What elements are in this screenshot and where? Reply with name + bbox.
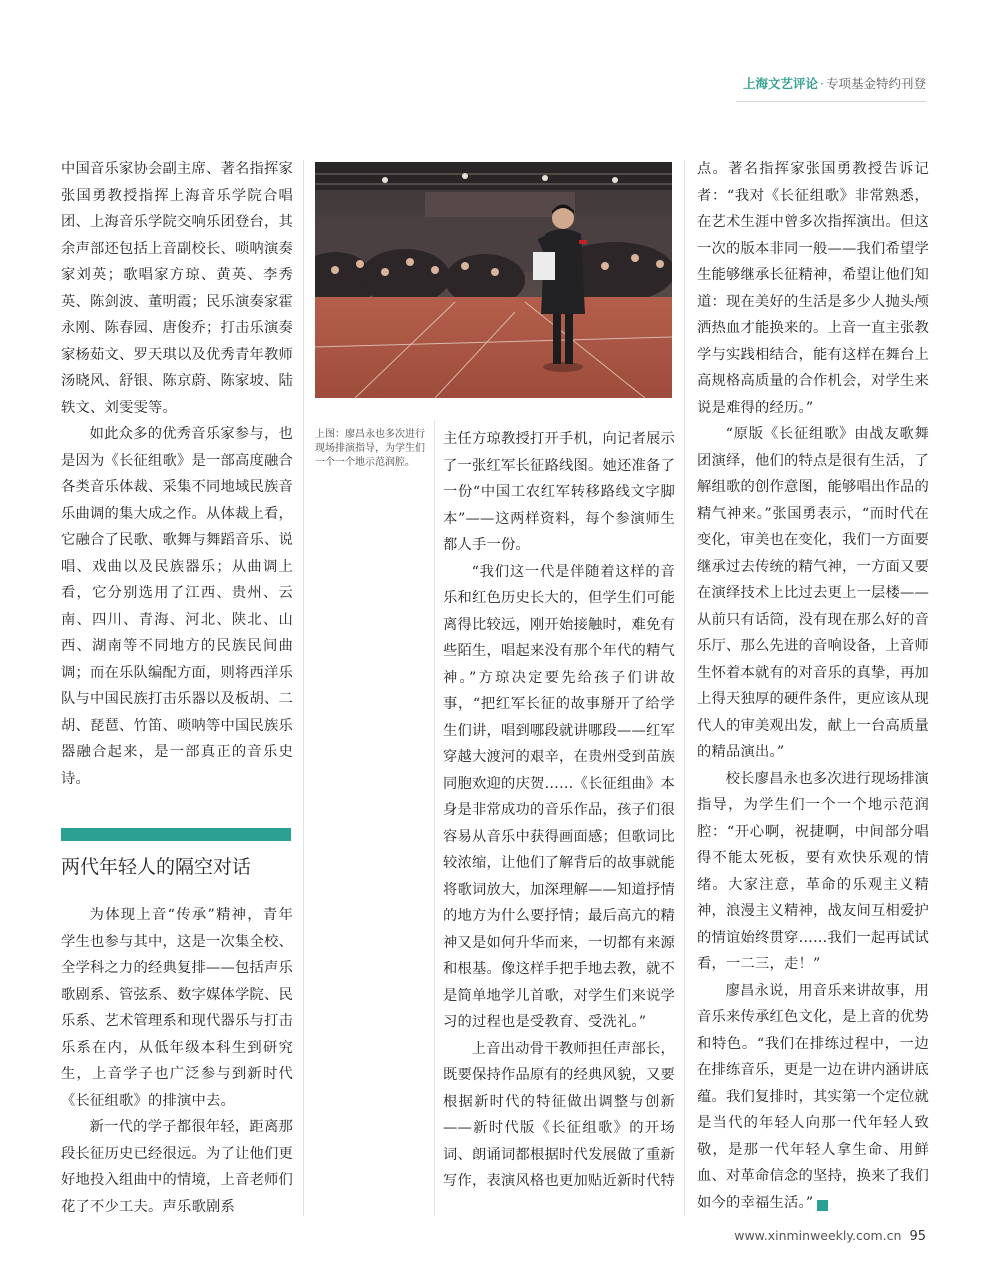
article-column-3 xyxy=(443,426,675,1195)
paragraph: “我们这一代是伴随着这样的音乐和红色历史长大的，但学生们可能离得比较远，刚开始接触时，难免有些陌生，唱起来没有那个年代的精气神。”方琼决定要先给孩子们讲故事，“把红军长征的故事掰开了给学生们讲，唱到哪段就讲哪段——红军穿越大渡河的艰辛，在贵州受到苗族同胞欢迎的庆贺……《长征组曲》本身是非常成功的音乐作品，孩子们很容易从音乐中获得画面感；但歌词比较浓缩，让他们了解背后的故事就能将歌词放大，加深理解——知道抒情的地方为什么要抒情；最后高亢的精神又是如何升华而来，一切都有来源和根基。像这样手把手地去教，就不是简单地学儿首歌，对学生们来说学习的过程也是受教育、受洗礼。” xyxy=(443,563,675,1030)
footer-url: www.xinminweekly.com.cn xyxy=(734,1228,902,1243)
header-rule xyxy=(736,101,926,102)
article-column-1 xyxy=(61,156,293,792)
paragraph: 点。著名指挥家张国勇教授告诉记者：“我对《长征组歌》非常熟悉，在艺术生涯中曾多次指挥演出。但这一次的版本非同一般——我们希望学生能够继承长征精神，希望让他们知道：现在美好的生活是多少人抛头颅洒热血才能换来的。上音一直主张教学与实践相结合，能有这样在舞台上高规格高质量的合作机会，对学生来说是难得的经历。” xyxy=(697,161,929,416)
paragraph: 新一代的学子都很年轻，距离那段长征历史已经很远。为了让他们更好地投入组曲中的情境，上音老师们花了不少工夫。声乐歌剧系 xyxy=(61,1119,293,1215)
paragraph: 如此众多的优秀音乐家参与，也是因为《长征组歌》是一部高度融合各类音乐体裁、采集不同地域民族音乐曲调的集大成之作。从体裁上看，它融合了民歌、歌舞与舞蹈音乐、说唱、戏曲以及民族器乐；从曲调上看，它分别选用了江西、贵州、云南、四川、青海、河北、陕北、山西、湖南等不同地方的民族民间曲调；而在乐队编配方面，则将西洋乐队与中国民族打击乐器以及板胡、二胡、琵琶、竹笛、唢呐等中国民族乐器融合起来，是一部真正的音乐史诗。 xyxy=(61,426,293,787)
end-mark-icon: 民 xyxy=(817,1200,828,1211)
photo-caption: 上图：廖昌永也多次进行现场排演指导，为学生们一个一个地示范润腔。 xyxy=(315,429,425,468)
article-column-1-lower xyxy=(61,902,293,1220)
column-divider xyxy=(434,420,435,1216)
article-column-4 xyxy=(697,156,929,1216)
brand-subtitle: 专项基金特约刊登 xyxy=(825,76,926,91)
paragraph: 校长廖昌永也多次进行现场排演指导，为学生们一个一个地示范润腔：“开心啊，祝捷啊，中间部分唱得不能太死板，要有欢快乐观的情绪。大家注意，革命的乐观主义精神，浪漫主义精神，战友间互相爱护的情谊始终贯穿……我们一起再试试看，一二三，走！” xyxy=(697,770,929,972)
section-accent-bar xyxy=(61,828,291,841)
paragraph xyxy=(697,978,929,1217)
paragraph: 上音出动骨干教师担任声部长，既要保持作品原有的经典风貌，又要根据新时代的特征做出调整与创新——新时代版《长征组歌》的开场词、朗诵词都根据时代发展做了重新写作，表演风格也更加贴近新时代特 xyxy=(443,1040,675,1189)
footer xyxy=(734,1228,926,1244)
paragraph: 为体现上音“传承”精神，青年学生也参与其中，这是一次集全校、全学科之力的经典复排——包括声乐歌剧系、管弦系、数字媒体学院、民乐系、艺术管理系和现代器乐与打击乐系在内，从低年级本科生到研究生，上音学子也广泛参与到新时代《长征组歌》的排演中去。 xyxy=(61,907,293,1109)
paragraph: 主任方琼教授打开手机，向记者展示了一张红军长征路线图。她还准备了一份“中国工农红军转移路线文字脚本”——这两样资料，每个参演师生都人手一份。 xyxy=(443,431,675,553)
paragraph-text: 廖昌永说，用音乐来讲故事，用音乐来传承红色文化，是上音的优势和特色。“我们在排练过程中，一边在排练音乐，更是一边在讲内涵讲底蕴。我们复排时，其实第一个定位就是当代的年轻人向那一代年轻人致敬，是那一代年轻人拿生命、用鲜血、对革命信念的坚持，换来了我们如今的幸福生活。” xyxy=(697,982,929,1211)
brand-name: 上海文艺评论 xyxy=(742,76,818,91)
page-number: 95 xyxy=(909,1229,926,1244)
section-title: 两代年轻人的隔空对话 xyxy=(61,856,252,878)
brand-separator-dot: · xyxy=(820,76,824,91)
column-divider xyxy=(684,160,685,1216)
header-brand xyxy=(743,74,926,92)
rehearsal-photo xyxy=(315,162,672,398)
column-divider xyxy=(303,160,304,1216)
paragraph: “原版《长征组歌》由战友歌舞团演绎，他们的特点是很有生活，了解组歌的创作意图，能够唱出作品的精气神来。”张国勇表示，“而时代在变化，审美也在变化，我们一方面要继承过去传统的精气神，一方面又要在演绎技术上比过去更上一层楼——从前只有话筒，没有现在那么好的音乐厅、那么先进的音响设备，上音师生怀着本就有的对音乐的真挚，再加上得天独厚的硬件条件，更应该从现代人的审美观出发，献上一台高质量的精品演出。” xyxy=(697,426,929,760)
paragraph: 中国音乐家协会副主席、著名指挥家张国勇教授指挥上海音乐学院合唱团、上海音乐学院交响乐团登台，其余声部还包括上音副校长、唢呐演奏家刘英；歌唱家方琼、黄英、李秀英、陈剑波、董明霞；民乐演奏家霍永刚、陈春园、唐俊乔；打击乐演奏家杨茹文、罗天琪以及优秀青年教师汤晓风、舒银、陈京蔚、陈家坡、陆轶文、刘雯雯等。 xyxy=(61,161,293,416)
